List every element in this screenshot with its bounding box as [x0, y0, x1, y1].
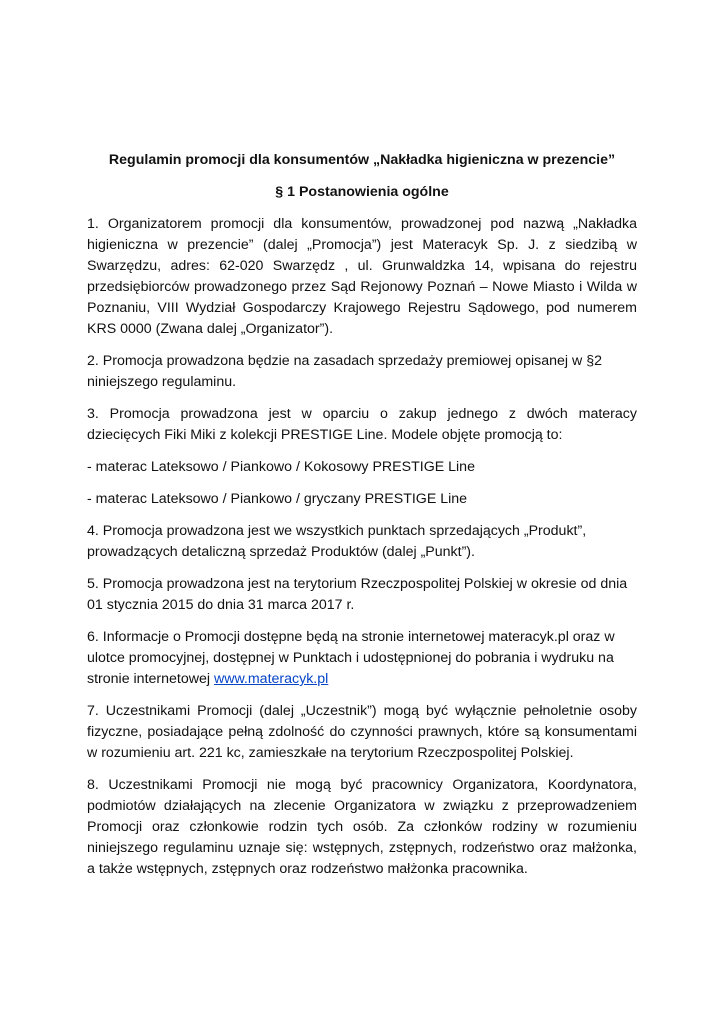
paragraph-3: 3. Promocja prowadzona jest w oparciu o zakup jednego z dwóch materacy dziecięcych Fiki Miki z kolekcji PRESTIGE Line. Modele objęte promocją to:	[87, 406, 637, 443]
section-heading: § 1 Postanowienia ogólne	[275, 184, 449, 200]
paragraph-1: 1. Organizatorem promocji dla konsumentów, prowadzonej pod nazwą „Nakładka higieniczna w prezencie” (dalej „Promocja”) jest Materacyk Sp. J. z siedzibą w Swarzędzu, adres: 62-020 Swarzędz , ul. Grunwaldzka 14, wpisana do rejestru przedsiębiorców prowadzonego przez Sąd Rejonowy Poznań – Nowe Miasto i Wilda w Poznaniu, VIII Wydział Gospodarczy Krajowego Rejestru Sądowego, pod numerem KRS 0000 (Zwana dalej „Organizator”).	[87, 216, 637, 337]
paragraph-5: 5. Promocja prowadzona jest na terytorium Rzeczpospolitej Polskiej w okresie od dnia 01 stycznia 2015 do dnia 31 marca 2017 r.	[87, 576, 628, 613]
paragraph-2: 2. Promocja prowadzona będzie na zasadach sprzedaży premiowej opisanej w §2 niniejszego regulaminu.	[87, 353, 602, 390]
paragraph-4: 4. Promocja prowadzona jest we wszystkich punktach sprzedających „Produkt”, prowadzących detaliczną sprzedaż Produktów (dalej „Punkt”).	[87, 523, 587, 560]
paragraph-6	[87, 627, 637, 690]
website-link[interactable]: www.materacyk.pl	[213, 671, 329, 687]
paragraph-7: 7. Uczestnikami Promocji (dalej „Uczestnik”) mogą być wyłącznie pełnoletnie osoby fizyczne, posiadające pełną zdolność do czynności prawnych, które są konsumentami w rozumieniu art. 221 kc, zamieszkałe na terytorium Rzeczpospolitej Polskiej.	[87, 703, 637, 761]
document-title: Regulamin promocji dla konsumentów „Nakładka higieniczna w prezencie”	[108, 152, 616, 168]
paragraph-3-item-2: - materac Lateksowo / Piankowo / gryczany PRESTIGE Line	[87, 491, 468, 507]
paragraph-6-text: 6. Informacje o Promocji dostępne będą na stronie internetowej materacyk.pl oraz w ulotce promocyjnej, dostępnej w Punktach i udostępnionej do pobrania i wydruku na stronie internetowej	[87, 629, 615, 687]
paragraph-3-item-1: - materac Lateksowo / Piankowo / Kokosowy PRESTIGE Line	[87, 459, 475, 475]
paragraph-8: 8. Uczestnikami Promocji nie mogą być pracownicy Organizatora, Koordynatora, podmiotów działających na zlecenie Organizatora w związku z przeprowadzeniem Promocji oraz członkowie rodzin tych osób. Za członków rodziny w rozumieniu niniejszego regulaminu uznaje się: wstępnych, zstępnych, rodzeństwo oraz małżonka, a także wstępnych, zstępnych oraz rodzeństwo małżonka pracownika.	[87, 777, 637, 877]
